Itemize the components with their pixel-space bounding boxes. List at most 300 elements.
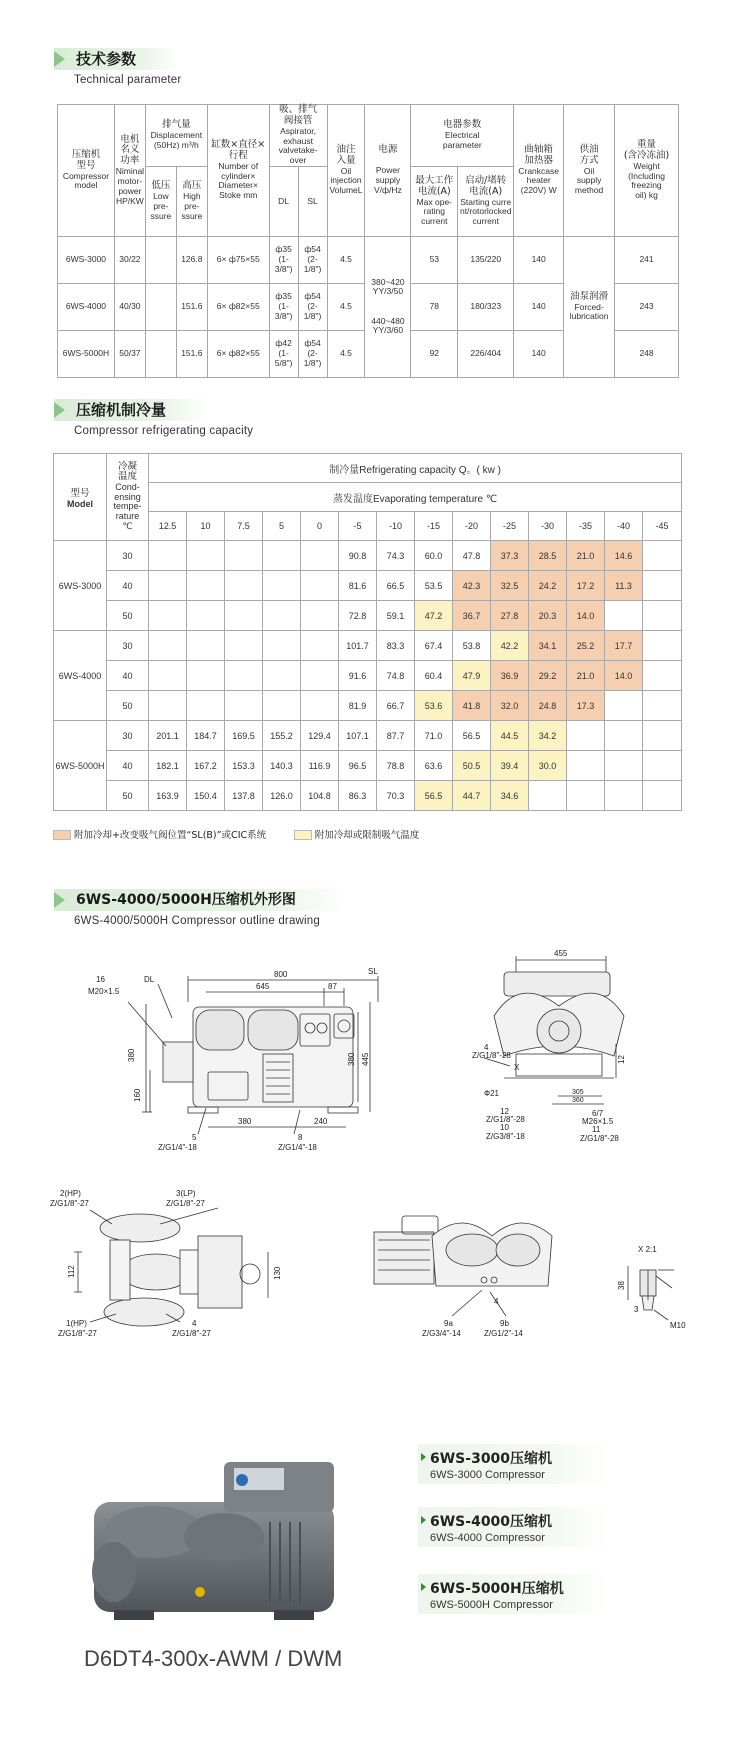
cap-value-cell <box>529 781 567 811</box>
outline-drawing-detail-x <box>608 1240 688 1340</box>
th-cap-evap: 蒸发温度Evaporating temperature ℃ <box>149 483 682 512</box>
cell-startc: 226/404 <box>458 330 514 377</box>
cap-value-cell: 32.0 <box>491 691 529 721</box>
label-12-thread: Z/G1/8"-28 <box>486 1115 525 1124</box>
table-row <box>54 691 682 721</box>
cap-value-cell <box>643 721 682 751</box>
cap-value-cell <box>301 541 339 571</box>
cell-high: 126.8 <box>176 236 207 283</box>
cap-cond-cell: 30 <box>107 721 149 751</box>
cap-value-cell: 47.8 <box>453 541 491 571</box>
label-5: 5 <box>192 1133 197 1142</box>
cap-model-cell: 6WS-3000 <box>54 541 107 631</box>
cap-value-cell <box>605 721 643 751</box>
label-m20: M20×1.5 <box>88 987 120 996</box>
cap-value-cell: 66.7 <box>377 691 415 721</box>
th-max-current: 最大工作 电流(A) Max ope- rating current <box>411 166 458 236</box>
label-16: 16 <box>96 975 105 984</box>
cap-cond-cell: 50 <box>107 691 149 721</box>
cap-value-cell: 29.2 <box>529 661 567 691</box>
th-sl: SL <box>298 166 327 236</box>
model-5000h-cn: 6WS-5000H压缩机 <box>430 1578 610 1598</box>
th-power: 电机 名义 功率 Niminal motor- power HP/KW <box>114 105 145 237</box>
label-4: 4 <box>484 1043 489 1052</box>
cap-value-cell <box>301 661 339 691</box>
evap-temp-cell: -45 <box>643 512 682 541</box>
cap-value-cell <box>643 691 682 721</box>
evap-temp-cell: -30 <box>529 512 567 541</box>
label-4-top: 4 <box>192 1319 197 1328</box>
cap-value-cell: 20.3 <box>529 601 567 631</box>
label-1hp: 1(HP) <box>66 1319 87 1328</box>
evap-temp-cell: -35 <box>567 512 605 541</box>
label-2hp-thread: Z/G1/8"-27 <box>50 1199 89 1208</box>
cap-value-cell <box>567 781 605 811</box>
cap-value-cell: 90.8 <box>339 541 377 571</box>
label-d12: 12 <box>617 1055 626 1064</box>
label-4-rear: 4 <box>494 1297 499 1306</box>
cap-value-cell: 21.0 <box>567 661 605 691</box>
cap-value-cell: 96.5 <box>339 751 377 781</box>
cell-sl: ф54 (2-1/8") <box>298 330 327 377</box>
th-weight: 重量 (含冷冻油) Weight (Including freezing oil) kg <box>615 105 679 237</box>
cap-value-cell <box>149 571 187 601</box>
cap-model-cell: 6WS-4000 <box>54 631 107 721</box>
th-oil-supply: 供油 方式 Oil supply method <box>564 105 615 237</box>
cap-value-cell: 107.1 <box>339 721 377 751</box>
model-4000-cn: 6WS-4000压缩机 <box>430 1511 610 1531</box>
legend-orange-swatch <box>53 830 71 840</box>
cap-value-cell <box>149 541 187 571</box>
th-heater: 曲轴箱 加热器 Crankcase heater (220V) W <box>514 105 564 237</box>
label-6-7: 6/7 <box>592 1109 604 1118</box>
cap-value-cell: 34.1 <box>529 631 567 661</box>
label-9a: 9a <box>444 1319 453 1328</box>
evap-temp-cell: -25 <box>491 512 529 541</box>
cap-value-cell: 67.4 <box>415 631 453 661</box>
cap-value-cell: 17.3 <box>567 691 605 721</box>
cell-oil: 4.5 <box>327 236 365 283</box>
cap-value-cell <box>187 691 225 721</box>
cell-heater: 140 <box>514 330 564 377</box>
cap-value-cell: 44.7 <box>453 781 491 811</box>
cell-maxc: 53 <box>411 236 458 283</box>
cell-oil: 4.5 <box>327 330 365 377</box>
evap-temp-cell: 12.5 <box>149 512 187 541</box>
th-displacement: 排气量 Displacement (50Hz) m³/h <box>145 105 207 167</box>
cap-value-cell <box>643 781 682 811</box>
label-h160: 160 <box>133 1088 142 1102</box>
cap-value-cell <box>643 661 682 691</box>
evap-temp-cell: -15 <box>415 512 453 541</box>
cell-low <box>145 236 176 283</box>
cap-value-cell: 83.3 <box>377 631 415 661</box>
cell-dl: ф35 (1-3/8") <box>269 283 298 330</box>
cap-value-cell: 169.5 <box>225 721 263 751</box>
cap-value-cell <box>225 661 263 691</box>
cell-oil: 4.5 <box>327 283 365 330</box>
th-oil: 油注 入量 Oil injection VolumeL <box>327 105 365 237</box>
cap-value-cell: 91.6 <box>339 661 377 691</box>
cap-value-cell: 53.5 <box>415 571 453 601</box>
cell-weight: 241 <box>615 236 679 283</box>
cap-value-cell: 87.7 <box>377 721 415 751</box>
cap-value-cell <box>301 631 339 661</box>
model-card-5000h <box>418 1574 610 1614</box>
label-x: X <box>514 1063 520 1072</box>
cell-model: 6WS-5000H <box>58 330 115 377</box>
cap-cond-cell: 40 <box>107 571 149 601</box>
th-cap-cond: 冷凝 温度 Cond- ensing tempe- rature ℃ <box>107 454 149 541</box>
label-130: 130 <box>273 1266 282 1280</box>
cap-value-cell: 30.0 <box>529 751 567 781</box>
table-row <box>58 236 679 283</box>
cap-value-cell: 56.5 <box>453 721 491 751</box>
capacity-table <box>53 453 682 811</box>
cap-value-cell: 81.6 <box>339 571 377 601</box>
cap-value-cell: 24.2 <box>529 571 567 601</box>
cap-value-cell: 78.8 <box>377 751 415 781</box>
cap-value-cell: 126.0 <box>263 781 301 811</box>
cap-value-cell <box>263 571 301 601</box>
section-tech-header <box>54 48 181 86</box>
cap-value-cell: 60.4 <box>415 661 453 691</box>
th-pipe: 吸、排气 阀接管 Aspirator, exhaust valvetake- over <box>269 105 327 167</box>
cell-sl: ф54 (2-1/8") <box>298 283 327 330</box>
cap-value-cell: 36.7 <box>453 601 491 631</box>
outline-drawing-rear <box>372 1206 562 1346</box>
cap-value-cell <box>643 571 682 601</box>
cap-value-cell: 81.9 <box>339 691 377 721</box>
label-1hp-thread: Z/G1/8"-27 <box>58 1329 97 1338</box>
cell-high: 151.6 <box>176 283 207 330</box>
cap-value-cell: 63.6 <box>415 751 453 781</box>
th-dl: DL <box>269 166 298 236</box>
cap-value-cell <box>149 631 187 661</box>
model-card-4000 <box>418 1507 610 1547</box>
cap-value-cell <box>643 751 682 781</box>
cap-value-cell <box>643 631 682 661</box>
evap-temp-cell: -40 <box>605 512 643 541</box>
label-phi21: Ф21 <box>484 1089 499 1098</box>
cap-value-cell: 39.4 <box>491 751 529 781</box>
cap-value-cell <box>263 541 301 571</box>
label-455: 455 <box>554 949 568 958</box>
label-9b-thread: Z/G1/2"-14 <box>484 1329 523 1338</box>
cap-value-cell <box>263 691 301 721</box>
cell-maxc: 78 <box>411 283 458 330</box>
cap-value-cell <box>643 601 682 631</box>
label-dl: DL <box>144 975 155 984</box>
cap-value-cell <box>187 661 225 691</box>
cap-value-cell: 34.6 <box>491 781 529 811</box>
cell-low <box>145 330 176 377</box>
cell-heater: 140 <box>514 236 564 283</box>
th-electrical: 电器参数 Electrical parameter <box>411 105 514 167</box>
photo-caption: D6DT4-300x-AWM / DWM <box>84 1646 343 1671</box>
cell-sl: ф54 (2-1/8") <box>298 236 327 283</box>
cap-value-cell: 74.8 <box>377 661 415 691</box>
model-card-3000 <box>418 1444 610 1484</box>
cap-value-cell <box>301 691 339 721</box>
cap-value-cell: 25.2 <box>567 631 605 661</box>
legend-orange-label: 附加冷却+改变吸气阀位置“SL(B)”或CIC系统 <box>74 830 267 841</box>
model-3000-en: 6WS-3000 Compressor <box>430 1469 545 1481</box>
cell-startc: 135/220 <box>458 236 514 283</box>
th-disp-high: 高压 High pre- ssure <box>176 166 207 236</box>
label-3lp: 3(LP) <box>176 1190 196 1198</box>
cap-value-cell: 47.9 <box>453 661 491 691</box>
cap-value-cell: 53.8 <box>453 631 491 661</box>
cap-value-cell <box>263 601 301 631</box>
cap-value-cell: 129.4 <box>301 721 339 751</box>
th-cylinder: 缸数×直径× 行程 Number of cylinder× Diameter× Stoke mm <box>207 105 269 237</box>
cap-cond-cell: 30 <box>107 541 149 571</box>
evap-temp-cell: -10 <box>377 512 415 541</box>
cap-value-cell <box>263 631 301 661</box>
cell-cyl: 6× ф75×55 <box>207 236 269 283</box>
cap-value-cell <box>605 601 643 631</box>
model-5000h-en: 6WS-5000H Compressor <box>430 1599 553 1611</box>
label-800: 800 <box>274 970 288 979</box>
label-2hp: 2(HP) <box>60 1190 81 1198</box>
cap-value-cell: 182.1 <box>149 751 187 781</box>
cap-value-cell: 74.3 <box>377 541 415 571</box>
cap-value-cell: 72.8 <box>339 601 377 631</box>
label-8: 8 <box>298 1133 303 1142</box>
label-11-thread: Z/G1/8"-28 <box>580 1134 619 1143</box>
section-tech-subtitle: Technical parameter <box>74 74 182 86</box>
cell-model: 6WS-3000 <box>58 236 115 283</box>
cap-value-cell: 28.5 <box>529 541 567 571</box>
cap-value-cell: 66.5 <box>377 571 415 601</box>
label-10-thread: Z/G3/8"-18 <box>486 1132 525 1141</box>
label-9a-thread: Z/G3/4"-14 <box>422 1329 461 1338</box>
cap-value-cell: 163.9 <box>149 781 187 811</box>
cap-cond-cell: 40 <box>107 751 149 781</box>
table-row <box>54 541 682 571</box>
cap-value-cell <box>187 631 225 661</box>
cap-value-cell: 44.5 <box>491 721 529 751</box>
cap-value-cell: 56.5 <box>415 781 453 811</box>
cell-heater: 140 <box>514 283 564 330</box>
cap-value-cell: 137.8 <box>225 781 263 811</box>
evap-temp-cell: -20 <box>453 512 491 541</box>
label-305: 305 <box>572 1089 584 1096</box>
label-11: 11 <box>592 1125 601 1134</box>
cell-power: 40/30 <box>114 283 145 330</box>
evap-temp-cell: -5 <box>339 512 377 541</box>
label-4-thread: Z/G1/8"-28 <box>472 1051 511 1060</box>
cap-value-cell: 167.2 <box>187 751 225 781</box>
cell-cyl: 6× ф82×55 <box>207 330 269 377</box>
model-4000-en: 6WS-4000 Compressor <box>430 1532 545 1544</box>
outline-drawing-side <box>88 962 398 1152</box>
label-112: 112 <box>67 1265 76 1278</box>
th-start-current: 启动/堵转 电流(A) Starting curre nt/rotorlocked current <box>458 166 514 236</box>
cell-low <box>145 283 176 330</box>
cell-power-supply: 380~420 YY/3/50 440~480 YY/3/60 <box>365 236 411 377</box>
cap-value-cell: 17.2 <box>567 571 605 601</box>
cell-startc: 180/323 <box>458 283 514 330</box>
label-x21: X 2:1 <box>638 1245 657 1254</box>
cap-value-cell: 53.6 <box>415 691 453 721</box>
cap-value-cell <box>263 661 301 691</box>
section-tech-title: 技术参数 <box>54 48 180 70</box>
cell-power: 30/22 <box>114 236 145 283</box>
label-38: 38 <box>617 1281 626 1290</box>
th-cap-model: 型号 Model <box>54 454 107 541</box>
cell-weight: 243 <box>615 283 679 330</box>
cap-value-cell: 41.8 <box>453 691 491 721</box>
cap-value-cell: 60.0 <box>415 541 453 571</box>
label-3lp-thread: Z/G1/8"-27 <box>166 1199 205 1208</box>
cap-value-cell <box>605 691 643 721</box>
cap-value-cell <box>605 751 643 781</box>
cap-value-cell <box>187 541 225 571</box>
cap-value-cell <box>643 541 682 571</box>
evap-temp-cell: 0 <box>301 512 339 541</box>
cap-value-cell <box>149 601 187 631</box>
label-12: 12 <box>500 1107 509 1116</box>
cap-value-cell: 42.2 <box>491 631 529 661</box>
section-capacity-title: 压缩机制冷量 <box>54 399 210 421</box>
cell-high: 151.6 <box>176 330 207 377</box>
cap-cond-cell: 50 <box>107 781 149 811</box>
cap-value-cell: 34.2 <box>529 721 567 751</box>
label-5-thread: Z/G1/4"-18 <box>158 1143 197 1152</box>
cap-value-cell: 101.7 <box>339 631 377 661</box>
evap-temp-cell: 7.5 <box>225 512 263 541</box>
cap-value-cell <box>225 601 263 631</box>
cap-value-cell: 184.7 <box>187 721 225 751</box>
table-row <box>54 631 682 661</box>
cap-value-cell: 14.6 <box>605 541 643 571</box>
cell-power: 50/37 <box>114 330 145 377</box>
cap-value-cell: 17.7 <box>605 631 643 661</box>
evap-temp-cell: 10 <box>187 512 225 541</box>
cap-value-cell: 150.4 <box>187 781 225 811</box>
model-3000-cn: 6WS-3000压缩机 <box>430 1448 610 1468</box>
label-9b: 9b <box>500 1319 509 1328</box>
section-capacity-subtitle: Compressor refrigerating capacity <box>74 425 254 437</box>
cap-value-cell <box>149 691 187 721</box>
label-3: 3 <box>634 1305 639 1314</box>
legend-yellow-swatch <box>294 830 312 840</box>
cap-value-cell: 59.1 <box>377 601 415 631</box>
evap-temp-row <box>54 512 682 541</box>
cap-value-cell <box>225 571 263 601</box>
th-disp-low: 低压 Low pre- ssure <box>145 166 176 236</box>
cap-value-cell: 21.0 <box>567 541 605 571</box>
cap-value-cell: 116.9 <box>301 751 339 781</box>
cap-value-cell: 42.3 <box>453 571 491 601</box>
label-10: 10 <box>500 1123 509 1132</box>
label-m10: M10 <box>670 1321 686 1330</box>
cell-maxc: 92 <box>411 330 458 377</box>
section-outline-title: 6WS-4000/5000H压缩机外形图 <box>54 889 350 911</box>
cell-weight: 248 <box>615 330 679 377</box>
cap-value-cell: 11.3 <box>605 571 643 601</box>
section-outline-header <box>54 889 350 927</box>
cap-cond-cell: 40 <box>107 661 149 691</box>
cap-model-cell: 6WS-5000H <box>54 721 107 811</box>
cap-value-cell <box>187 601 225 631</box>
cap-value-cell: 14.0 <box>567 601 605 631</box>
cap-value-cell <box>149 661 187 691</box>
cell-cyl: 6× ф82×55 <box>207 283 269 330</box>
label-h380: 380 <box>127 1048 136 1062</box>
cap-value-cell: 24.8 <box>529 691 567 721</box>
cap-value-cell <box>605 781 643 811</box>
cap-value-cell: 86.3 <box>339 781 377 811</box>
compressor-photo <box>84 1442 344 1642</box>
label-w380: 380 <box>238 1117 252 1126</box>
cap-value-cell: 32.5 <box>491 571 529 601</box>
cell-model: 6WS-4000 <box>58 283 115 330</box>
cell-dl: ф42 (1-5/8") <box>269 330 298 377</box>
label-m26: M26×1.5 <box>582 1117 614 1126</box>
cap-cond-cell: 30 <box>107 631 149 661</box>
outline-drawing-top <box>50 1190 300 1340</box>
cap-value-cell <box>187 571 225 601</box>
table-row <box>54 571 682 601</box>
cap-value-cell: 14.0 <box>605 661 643 691</box>
cap-value-cell: 153.3 <box>225 751 263 781</box>
th-cap-rc: 制冷量Refrigerating capacity Q。( kw ) <box>149 454 682 483</box>
cap-cond-cell: 50 <box>107 601 149 631</box>
evap-temp-cell: 5 <box>263 512 301 541</box>
cap-value-cell: 104.8 <box>301 781 339 811</box>
table-row <box>54 721 682 751</box>
cap-value-cell <box>225 631 263 661</box>
label-645: 645 <box>256 982 270 991</box>
capacity-legend <box>53 827 419 841</box>
cap-value-cell <box>225 541 263 571</box>
legend-yellow-label: 附加冷却或限制吸气温度 <box>314 830 420 841</box>
th-power-supply: 电源 Power supply V/ф/Hz <box>365 105 411 237</box>
label-sl: SL <box>368 967 378 976</box>
label-4-top-thread: Z/G1/8"-27 <box>172 1329 211 1338</box>
cap-value-cell <box>301 571 339 601</box>
table-row <box>54 751 682 781</box>
cap-value-cell: 155.2 <box>263 721 301 751</box>
label-87: 87 <box>328 982 337 991</box>
cap-value-cell: 140.3 <box>263 751 301 781</box>
th-model: 压缩机 型号 Compressor model <box>58 105 115 237</box>
cap-value-cell: 201.1 <box>149 721 187 751</box>
cap-value-cell <box>301 601 339 631</box>
table-row <box>54 601 682 631</box>
cap-value-cell <box>225 691 263 721</box>
tech-param-table <box>57 104 679 378</box>
cap-value-cell <box>567 751 605 781</box>
label-w240: 240 <box>314 1117 328 1126</box>
cap-value-cell <box>567 721 605 751</box>
cap-value-cell: 70.3 <box>377 781 415 811</box>
cell-dl: ф35 (1-3/8") <box>269 236 298 283</box>
cap-value-cell: 27.8 <box>491 601 529 631</box>
cap-value-cell: 71.0 <box>415 721 453 751</box>
cap-value-cell: 36.9 <box>491 661 529 691</box>
cap-value-cell: 37.3 <box>491 541 529 571</box>
cell-oil-supply: 油泵润滑 Forced- lubrication <box>564 236 615 377</box>
cap-value-cell: 47.2 <box>415 601 453 631</box>
section-capacity-header <box>54 399 253 437</box>
section-outline-subtitle: 6WS-4000/5000H Compressor outline drawing <box>74 915 320 927</box>
label-h380-right: 380 <box>347 1052 356 1066</box>
label-8-thread: Z/G1/4"-18 <box>278 1143 317 1152</box>
